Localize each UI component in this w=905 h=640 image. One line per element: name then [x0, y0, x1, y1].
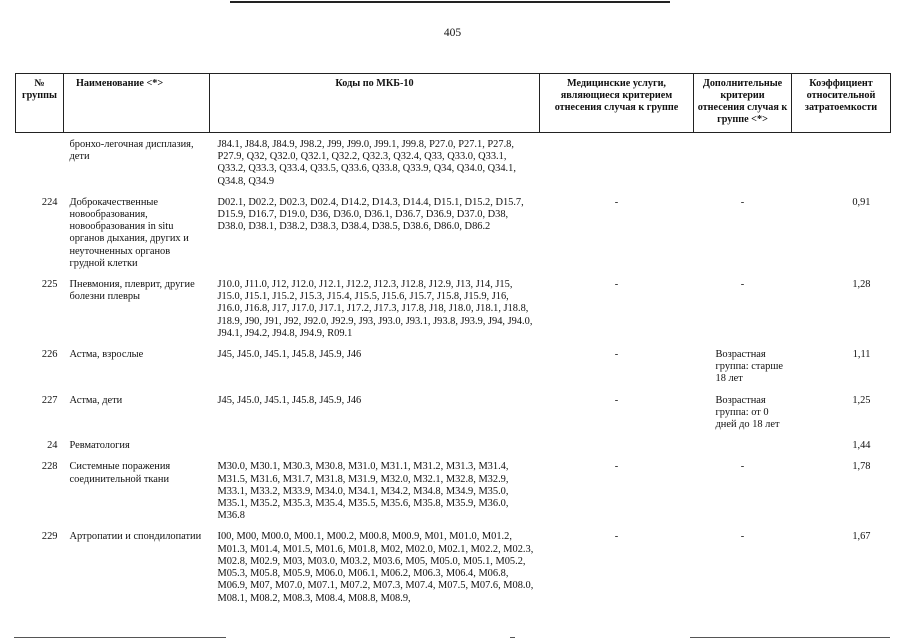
group-name: Системные поражения соединительной ткани — [69, 461, 171, 485]
header-group-number: № группы — [16, 74, 64, 133]
coefficient: 1,78 — [852, 461, 871, 473]
icd-codes: J45, J45.0, J45.1, J45.8, J45.9, J46 — [217, 394, 362, 406]
additional-criteria: - — [740, 196, 745, 208]
additional-criteria — [694, 133, 792, 188]
table-row — [16, 133, 891, 188]
icd-codes: J10.0, J11.0, J12, J12.0, J12.1, J12.2, J12.3, J12.8, J12.9, J13, J14, J15, J15.0, J15.1, J15.2, J15.3, J15.4, J15.5, J15.6, J15.7, J15.8, J15.9, J16, J16.0, J16.8, J17, J17.0, J17.1, J17.2, J17.3, J17.8, J18, J18.0, J18.1, J18.8, J18.9, J90, J91, J92, J92.0, J92.9, J93, J93.0, J93.1, J93.8, J93.9, J94, J94.0, J94.1, J94.2, J94.8, J94.9, R09.1 — [217, 279, 533, 339]
top-rule — [230, 1, 670, 3]
group-number: 227 — [41, 394, 58, 406]
medical-services: - — [614, 279, 619, 291]
additional-criteria — [694, 440, 792, 452]
group-name: Артропатии и спондилопатии — [69, 531, 202, 543]
coefficient — [792, 133, 891, 188]
icd-codes: J84.1, J84.8, J84.9, J98.2, J99, J99.0, J99.1, J99.8, P27.0, P27.1, P27.8, P27.9, Q32, Q32.0, Q32.1, Q32.2, Q32.3, Q32.4, Q33, Q33.0, Q33.1, Q33.2, Q33.3, Q33.4, Q33.5, Q33.6, Q33.8, Q33.9, Q34, Q34.0, Q34.1, Q34.8, Q34.9 — [217, 139, 516, 187]
tariff-table — [15, 73, 891, 605]
table-row — [16, 279, 891, 340]
bottom-mark — [510, 637, 515, 638]
additional-criteria: Возрастная группа: от 0 дней до 18 лет — [715, 394, 780, 431]
header-additional-criteria: Дополнительные критерии отнесения случая к группе <*> — [694, 74, 792, 133]
medical-services: - — [614, 461, 619, 473]
table-row — [16, 395, 891, 432]
coefficient: 1,44 — [852, 440, 871, 452]
table-row — [16, 440, 891, 452]
group-name: Астма, взрослые — [69, 349, 144, 361]
group-number: 228 — [41, 461, 58, 473]
table-row — [16, 349, 891, 386]
coefficient: 1,28 — [852, 279, 871, 291]
page-number: 405 — [443, 27, 462, 39]
table-row — [16, 461, 891, 522]
group-number: 229 — [41, 531, 58, 543]
coefficient: 1,25 — [852, 394, 871, 406]
group-number: 24 — [47, 440, 58, 452]
group-name: Ревматология — [69, 440, 130, 452]
medical-services: - — [614, 349, 619, 361]
header-coefficient: Коэффициент относительной затратоемкости — [792, 74, 891, 133]
coefficient: 1,11 — [852, 349, 871, 361]
group-name: Астма, дети — [69, 394, 123, 406]
group-number: 225 — [41, 279, 58, 291]
group-name: Доброкачественные новообразования, новообразования in situ органов дыхания, других и неуточненных органов грудной клетки — [69, 196, 189, 269]
additional-criteria: - — [740, 531, 745, 543]
header-medical-services: Медицинские услуги, являющиеся критерием отнесения случая к группе — [540, 74, 694, 133]
medical-services: - — [614, 531, 619, 543]
medical-services — [540, 133, 694, 188]
group-name: бронхо-легочная дисплазия, дети — [69, 139, 194, 163]
table-row — [16, 531, 891, 604]
header-icd-codes: Коды по МКБ-10 — [210, 74, 540, 133]
group-number: 226 — [41, 349, 58, 361]
group-number: 224 — [41, 196, 58, 208]
medical-services: - — [614, 394, 619, 406]
icd-codes: I00, M00, M00.0, M00.1, M00.2, M00.8, M00.9, M01, M01.0, M01.2, M01.3, M01.4, M01.5, M01.6, M01.8, M02, M02.0, M02.1, M02.2, M02.3, M02.8, M02.9, M03, M03.0, M03.2, M03.6, M05, M05.0, M05.1, M05.2, M05.3, M05.8, M05.9, M06.0, M06.1, M06.2, M06.3, M06.4, M06.8, M06.9, M07, M07.0, M07.1, M07.2, M07.3, M07.4, M07.5, M07.6, M08.0, M08.1, M08.2, M08.3, M08.4, M08.8, M08.9, — [217, 531, 534, 604]
icd-codes: M30.0, M30.1, M30.3, M30.8, M31.0, M31.1, M31.2, M31.3, M31.4, M31.5, M31.6, M31.7, M31.8, M31.9, M32.0, M32.1, M32.8, M32.9, M33.1, M33.2, M33.9, M34.0, M34.1, M34.2, M34.8, M34.9, M35.0, M35.1, M35.2, M35.3, M35.4, M35.5, M35.6, M35.8, M35.9, M36.0, M36.8 — [217, 461, 509, 522]
header-name: Наименование <*> — [64, 74, 210, 133]
icd-codes — [210, 440, 540, 452]
additional-criteria: - — [740, 461, 745, 473]
additional-criteria: - — [740, 279, 745, 291]
icd-codes: D02.1, D02.2, D02.3, D02.4, D14.2, D14.3, D14.4, D15.1, D15.2, D15.7, D15.9, D16.7, D19.0, D36, D36.0, D36.1, D36.7, D36.9, D37.0, D38, D38.0, D38.1, D38.2, D38.3, D38.4, D38.5, D38.6, D86.0, D86.2 — [217, 196, 524, 233]
additional-criteria: Возрастная группа: старше 18 лет — [715, 349, 783, 385]
coefficient: 1,67 — [852, 531, 871, 543]
medical-services — [540, 440, 694, 452]
bottom-rule-right — [690, 637, 890, 638]
coefficient: 0,91 — [852, 196, 871, 208]
bottom-rule-left — [14, 637, 226, 638]
group-name: Пневмония, плеврит, другие болезни плевры — [69, 279, 195, 303]
table-row — [16, 197, 891, 270]
icd-codes: J45, J45.0, J45.1, J45.8, J45.9, J46 — [217, 349, 362, 361]
group-number — [16, 133, 64, 188]
medical-services: - — [614, 196, 619, 208]
table-header-row — [16, 74, 891, 133]
